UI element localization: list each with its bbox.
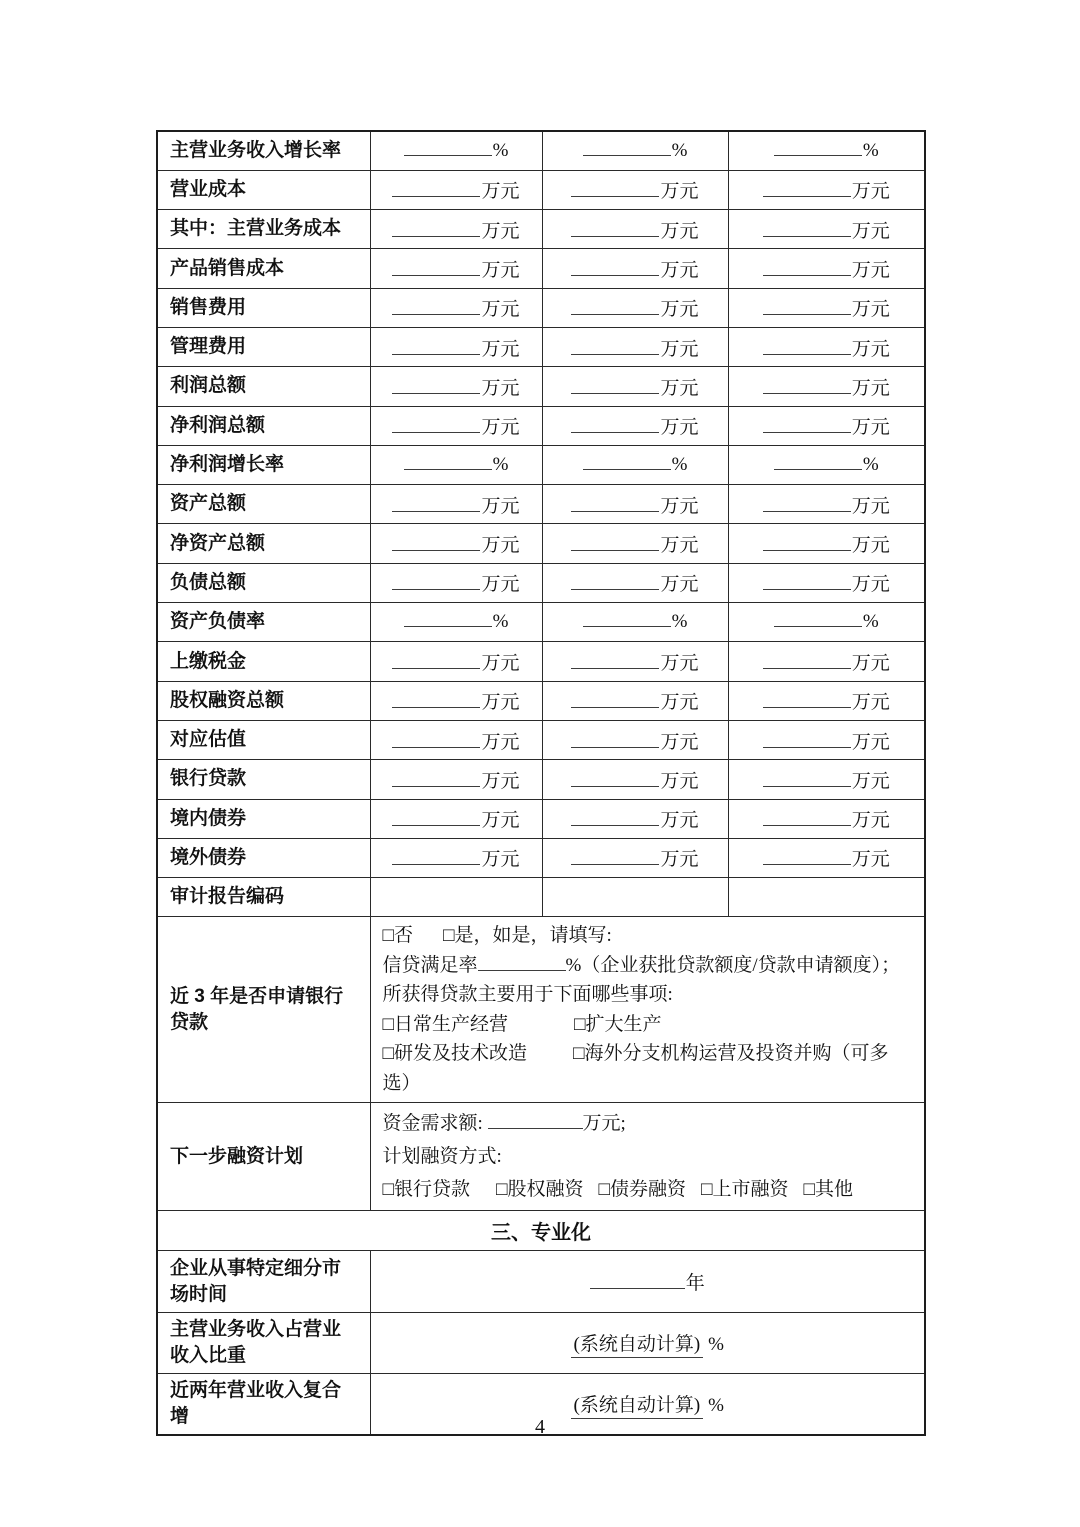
text-segment: %（企业获批贷款额度/贷款申请额度）；	[565, 954, 901, 976]
unit-label: %	[862, 454, 879, 476]
text-line	[383, 1140, 915, 1173]
row-label: 负债总额	[157, 563, 370, 602]
financial-rows-body	[157, 131, 925, 917]
text-segment: 资金需求额:	[382, 1113, 488, 1135]
unit-label: 万元	[851, 181, 890, 203]
checkbox-label: 债券融资	[609, 1179, 686, 1201]
fill-in-blank[interactable]	[404, 152, 492, 156]
checkbox-label: 海外分支机构运营及投资并购（可多	[584, 1043, 889, 1065]
data-cell	[728, 524, 925, 563]
checkbox-icon[interactable]: □	[574, 1013, 586, 1035]
fill-in-blank[interactable]	[763, 508, 851, 512]
unit-label: %	[492, 454, 509, 476]
fill-in-blank[interactable]	[571, 429, 659, 433]
row-label: 股权融资总额	[157, 681, 370, 720]
table-row	[157, 210, 925, 249]
data-cell	[370, 445, 542, 484]
fill-in-blank[interactable]	[763, 390, 851, 394]
data-cell	[728, 327, 925, 366]
data-cell	[542, 603, 728, 642]
data-cell	[728, 485, 925, 524]
checkbox-label: 研发及技术改造	[393, 1043, 527, 1065]
unit-label: 万元	[481, 417, 520, 439]
unit-label: 万元	[660, 260, 699, 282]
data-cell	[728, 249, 925, 288]
checkbox-option[interactable]	[443, 921, 612, 951]
unit-label: 万元	[851, 338, 890, 360]
unit-label: 万元	[851, 849, 890, 871]
data-cell	[728, 563, 925, 602]
fill-in-blank[interactable]	[590, 1285, 685, 1289]
fill-in-blank[interactable]	[392, 508, 480, 512]
table-row	[157, 878, 925, 917]
text-segment: 计划融资方式:	[382, 1146, 502, 1168]
fill-in-blank[interactable]	[404, 466, 492, 470]
data-cell	[728, 131, 925, 170]
unit-label: 万元	[851, 574, 890, 596]
unit-label: 万元	[660, 417, 699, 439]
fill-in-blank[interactable]	[763, 233, 851, 237]
checkbox-option[interactable]	[701, 1173, 789, 1206]
data-cell	[728, 288, 925, 327]
fill-in-blank[interactable]	[763, 861, 851, 865]
row-label: 企业从事特定细分市场时间	[157, 1251, 370, 1313]
table-row	[157, 838, 925, 877]
unit-label: 万元	[481, 574, 520, 596]
fill-in-blank[interactable]	[478, 967, 566, 971]
row-label: 下一步融资计划	[157, 1103, 370, 1211]
page-number: 4	[535, 1416, 545, 1438]
unit-label: 万元	[481, 181, 520, 203]
table-row	[157, 524, 925, 563]
data-cell	[370, 367, 542, 406]
unit-label: 万元	[660, 810, 699, 832]
fill-in-blank[interactable]	[774, 152, 862, 156]
table-row	[157, 327, 925, 366]
row-label: 对应估值	[157, 720, 370, 759]
table-row	[157, 288, 925, 327]
fill-in-blank[interactable]	[392, 744, 480, 748]
unit-label: 万元	[660, 692, 699, 714]
unit-label: 万元	[660, 653, 699, 674]
fill-in-blank[interactable]	[571, 233, 659, 237]
data-cell	[370, 681, 542, 720]
fill-in-blank[interactable]	[571, 744, 659, 748]
fill-in-blank[interactable]	[571, 822, 659, 826]
table-row	[157, 1103, 925, 1211]
data-cell	[542, 563, 728, 602]
fill-in-blank[interactable]	[763, 193, 851, 197]
fill-in-blank[interactable]	[392, 351, 480, 355]
fill-in-blank[interactable]	[763, 547, 851, 551]
text-line	[383, 921, 915, 951]
fill-in-blank[interactable]	[392, 822, 480, 826]
data-cell	[370, 720, 542, 759]
data-cell	[542, 445, 728, 484]
fill-in-blank[interactable]	[571, 193, 659, 197]
unit-label: 万元	[851, 810, 890, 832]
checkbox-option[interactable]	[496, 1173, 584, 1206]
data-cell	[728, 603, 925, 642]
unit-label: 万元	[660, 535, 699, 557]
table-row	[157, 1313, 925, 1374]
row-label: 银行贷款	[157, 760, 370, 799]
fill-in-blank[interactable]	[571, 665, 659, 669]
table-row	[157, 406, 925, 445]
checkbox-icon[interactable]: □	[701, 1179, 713, 1201]
unit-label: %	[492, 139, 509, 161]
row-label: 近 3 年是否申请银行贷款	[157, 917, 370, 1103]
row-label: 审计报告编码	[157, 878, 370, 917]
unit-label: 万元	[851, 535, 890, 557]
unit-label: 万元	[481, 849, 520, 871]
unit-label: %	[708, 1333, 724, 1355]
fill-in-blank[interactable]	[763, 429, 851, 433]
unit-label: %	[671, 454, 688, 476]
data-cell	[728, 445, 925, 484]
table-row	[157, 917, 925, 1103]
fill-in-blank[interactable]	[571, 508, 659, 512]
unit-label: 万元	[481, 495, 520, 517]
fill-in-blank[interactable]	[583, 466, 671, 470]
auto-calc-value: (系统自动计算)	[571, 1390, 704, 1419]
unit-label: 万元	[481, 260, 520, 282]
data-cell	[370, 131, 542, 170]
data-cell	[370, 485, 542, 524]
fill-in-blank[interactable]	[571, 861, 659, 865]
unit-label: %	[708, 1394, 724, 1416]
table-row	[157, 681, 925, 720]
row-label: 近两年营业收入复合增	[157, 1374, 370, 1436]
row-label: 主营业务收入占营业收入比重	[157, 1313, 370, 1374]
unit-label: 万元	[481, 220, 520, 242]
text-line	[383, 1069, 915, 1099]
data-cell	[542, 524, 728, 563]
main-revenue-ratio-cell	[370, 1313, 925, 1374]
unit-label: %	[671, 139, 688, 161]
data-cell	[728, 760, 925, 799]
unit-label: 万元	[481, 810, 520, 832]
checkbox-option[interactable]	[573, 1039, 889, 1069]
unit-label: 万元	[660, 731, 699, 753]
fill-in-blank[interactable]	[763, 744, 851, 748]
data-cell	[370, 642, 542, 681]
unit-label: 万元	[660, 377, 699, 399]
data-cell	[542, 249, 728, 288]
row-label: 资产总额	[157, 485, 370, 524]
checkbox-icon[interactable]: □	[598, 1179, 610, 1201]
next-financing-cell	[370, 1103, 925, 1211]
unit-label: 万元	[481, 299, 520, 321]
fill-in-blank[interactable]	[571, 586, 659, 590]
unit-label: 万元	[660, 770, 699, 792]
unit-label: 万元	[481, 377, 520, 399]
data-cell	[728, 720, 925, 759]
unit-label: %	[492, 611, 509, 633]
fill-in-blank[interactable]	[392, 233, 480, 237]
text-segment: 万元;	[582, 1113, 626, 1135]
text-line	[383, 980, 915, 1010]
table-row	[157, 367, 925, 406]
data-cell	[728, 838, 925, 877]
auto-calc-value: (系统自动计算)	[571, 1329, 704, 1358]
data-cell	[542, 681, 728, 720]
checkbox-label: 否	[393, 925, 413, 947]
unit-label: 万元	[851, 220, 890, 242]
table-row	[157, 603, 925, 642]
unit-label: 万元	[660, 181, 699, 203]
fill-in-blank[interactable]	[571, 547, 659, 551]
checkbox-icon[interactable]: □	[573, 1043, 585, 1065]
checkbox-label: 扩大生产	[585, 1013, 662, 1035]
segment-market-years-cell	[370, 1251, 925, 1313]
data-cell	[370, 603, 542, 642]
fill-in-blank[interactable]	[571, 704, 659, 708]
checkbox-option[interactable]	[383, 1039, 528, 1069]
table-row	[157, 760, 925, 799]
fill-in-blank[interactable]	[571, 390, 659, 394]
data-cell	[542, 406, 728, 445]
data-cell	[728, 406, 925, 445]
checkbox-icon[interactable]: □	[496, 1179, 508, 1201]
table-row	[157, 249, 925, 288]
fill-in-blank[interactable]	[571, 272, 659, 276]
text-line	[383, 1173, 915, 1206]
unit-label: %	[862, 611, 879, 633]
unit-label: 万元	[481, 731, 520, 753]
checkbox-option[interactable]	[574, 1010, 662, 1040]
fill-in-blank[interactable]	[392, 311, 480, 315]
data-cell	[370, 170, 542, 209]
text-line	[383, 1107, 915, 1140]
fill-in-blank[interactable]	[392, 586, 480, 590]
unit-label: 万元	[851, 731, 890, 753]
table-row	[157, 170, 925, 209]
text-line	[383, 951, 915, 981]
checkbox-option[interactable]	[599, 1173, 687, 1206]
fill-in-blank[interactable]	[763, 783, 851, 787]
table-row	[157, 445, 925, 484]
bank-loan-answer-cell	[370, 917, 925, 1103]
unit-label: 万元	[481, 338, 520, 360]
fill-in-blank[interactable]	[571, 311, 659, 315]
row-label: 资产负债率	[157, 603, 370, 642]
table-row	[157, 720, 925, 759]
checkbox-label: 日常生产经营	[393, 1013, 508, 1035]
data-cell	[728, 799, 925, 838]
row-label: 产品销售成本	[157, 249, 370, 288]
unit-label: 万元	[660, 849, 699, 871]
data-cell	[542, 720, 728, 759]
data-cell	[370, 327, 542, 366]
fill-in-blank[interactable]	[774, 466, 862, 470]
unit-label: 万元	[851, 260, 890, 282]
checkbox-option[interactable]	[804, 1173, 854, 1206]
next-financing-content	[383, 1107, 915, 1206]
data-cell	[542, 485, 728, 524]
data-cell	[728, 681, 925, 720]
table-row	[157, 799, 925, 838]
section-header-row	[157, 1211, 925, 1251]
unit-label: %	[862, 139, 879, 161]
data-cell	[728, 367, 925, 406]
data-cell	[728, 210, 925, 249]
checkbox-label: 银行贷款	[393, 1179, 470, 1201]
text-line	[383, 1039, 915, 1069]
data-cell	[542, 799, 728, 838]
fill-in-blank[interactable]	[392, 193, 480, 197]
fill-in-blank[interactable]	[392, 429, 480, 433]
checkbox-icon[interactable]: □	[382, 1179, 394, 1201]
section-title: 三、专业化	[157, 1211, 925, 1251]
unit-label: 万元	[851, 377, 890, 399]
row-label: 净资产总额	[157, 524, 370, 563]
fill-in-blank[interactable]	[763, 351, 851, 355]
table-row	[157, 485, 925, 524]
data-cell	[542, 838, 728, 877]
unit-label: 万元	[851, 770, 890, 792]
fill-in-blank[interactable]	[763, 272, 851, 276]
table-row	[157, 642, 925, 681]
fill-in-blank[interactable]	[763, 586, 851, 590]
row-label: 上缴税金	[157, 642, 370, 681]
fill-in-blank[interactable]	[774, 623, 862, 627]
row-label: 主营业务收入增长率	[157, 131, 370, 170]
checkbox-option[interactable]	[383, 921, 414, 951]
fill-in-blank[interactable]	[583, 623, 671, 627]
data-cell	[542, 170, 728, 209]
data-cell	[542, 327, 728, 366]
unit-label: 万元	[660, 220, 699, 242]
fill-in-blank[interactable]	[404, 623, 492, 627]
checkbox-icon[interactable]: □	[382, 925, 394, 947]
checkbox-option[interactable]	[383, 1010, 509, 1040]
checkbox-icon[interactable]: □	[382, 1013, 394, 1035]
checkbox-option[interactable]	[383, 1173, 471, 1206]
checkbox-icon[interactable]: □	[443, 925, 455, 947]
data-cell	[728, 642, 925, 681]
row-label: 境外债券	[157, 838, 370, 877]
unit-label: 年	[685, 1273, 705, 1295]
data-cell	[728, 170, 925, 209]
row-label: 管理费用	[157, 327, 370, 366]
fill-in-blank[interactable]	[392, 783, 480, 787]
data-cell	[542, 878, 728, 917]
fill-in-blank[interactable]	[392, 861, 480, 865]
fill-in-blank[interactable]	[763, 822, 851, 826]
unit-label: 万元	[851, 417, 890, 439]
unit-label: 万元	[851, 495, 890, 517]
fill-in-blank[interactable]	[392, 390, 480, 394]
fill-in-blank[interactable]	[571, 351, 659, 355]
fill-in-blank[interactable]	[763, 665, 851, 669]
text-segment: 所获得贷款主要用于下面哪些事项:	[382, 984, 673, 1006]
fill-in-blank[interactable]	[763, 311, 851, 315]
row-label: 利润总额	[157, 367, 370, 406]
data-cell	[370, 799, 542, 838]
text-segment: 选）	[382, 1072, 421, 1094]
data-cell	[370, 288, 542, 327]
bank-loan-content	[383, 921, 915, 1098]
row-label: 销售费用	[157, 288, 370, 327]
data-cell	[370, 838, 542, 877]
checkbox-label: 股权融资	[507, 1179, 584, 1201]
row-label: 营业成本	[157, 170, 370, 209]
data-cell	[370, 210, 542, 249]
table-row	[157, 1251, 925, 1313]
data-cell	[542, 367, 728, 406]
unit-label: 万元	[481, 692, 520, 714]
data-cell	[542, 131, 728, 170]
unit-label: 万元	[660, 338, 699, 360]
unit-label: 万元	[481, 770, 520, 792]
unit-label: %	[671, 611, 688, 633]
financial-form-table	[156, 130, 926, 1436]
row-label: 净利润总额	[157, 406, 370, 445]
data-cell	[370, 563, 542, 602]
text-segment: 信贷满足率	[382, 954, 478, 976]
fill-in-blank[interactable]	[583, 152, 671, 156]
unit-label: 万元	[660, 574, 699, 596]
data-cell	[370, 878, 542, 917]
table-row	[157, 131, 925, 170]
unit-label: 万元	[851, 692, 890, 714]
data-cell	[370, 249, 542, 288]
unit-label: 万元	[481, 653, 520, 674]
text-line	[383, 1010, 915, 1040]
row-label: 其中：主营业务成本	[157, 210, 370, 249]
data-cell	[542, 210, 728, 249]
fill-in-blank[interactable]	[392, 665, 480, 669]
data-cell	[542, 760, 728, 799]
data-cell	[542, 642, 728, 681]
checkbox-label: 其他	[814, 1179, 853, 1201]
data-cell	[542, 288, 728, 327]
row-label: 境内债券	[157, 799, 370, 838]
fill-in-blank[interactable]	[763, 704, 851, 708]
data-cell	[370, 760, 542, 799]
fill-in-blank[interactable]	[571, 783, 659, 787]
checkbox-label: 是，如是，请填写:	[454, 925, 612, 947]
unit-label: 万元	[660, 495, 699, 517]
fill-in-blank[interactable]	[392, 547, 480, 551]
unit-label: 万元	[660, 299, 699, 321]
table-row	[157, 563, 925, 602]
unit-label: 万元	[851, 653, 890, 674]
fill-in-blank[interactable]	[488, 1125, 583, 1129]
row-label: 净利润增长率	[157, 445, 370, 484]
data-cell	[370, 406, 542, 445]
fill-in-blank[interactable]	[392, 272, 480, 276]
checkbox-label: 上市融资	[712, 1179, 789, 1201]
fill-in-blank[interactable]	[392, 704, 480, 708]
checkbox-icon[interactable]: □	[382, 1043, 394, 1065]
checkbox-icon[interactable]: □	[803, 1179, 815, 1201]
data-cell	[728, 878, 925, 917]
unit-label: 万元	[481, 535, 520, 557]
unit-label: 万元	[851, 299, 890, 321]
data-cell	[370, 524, 542, 563]
